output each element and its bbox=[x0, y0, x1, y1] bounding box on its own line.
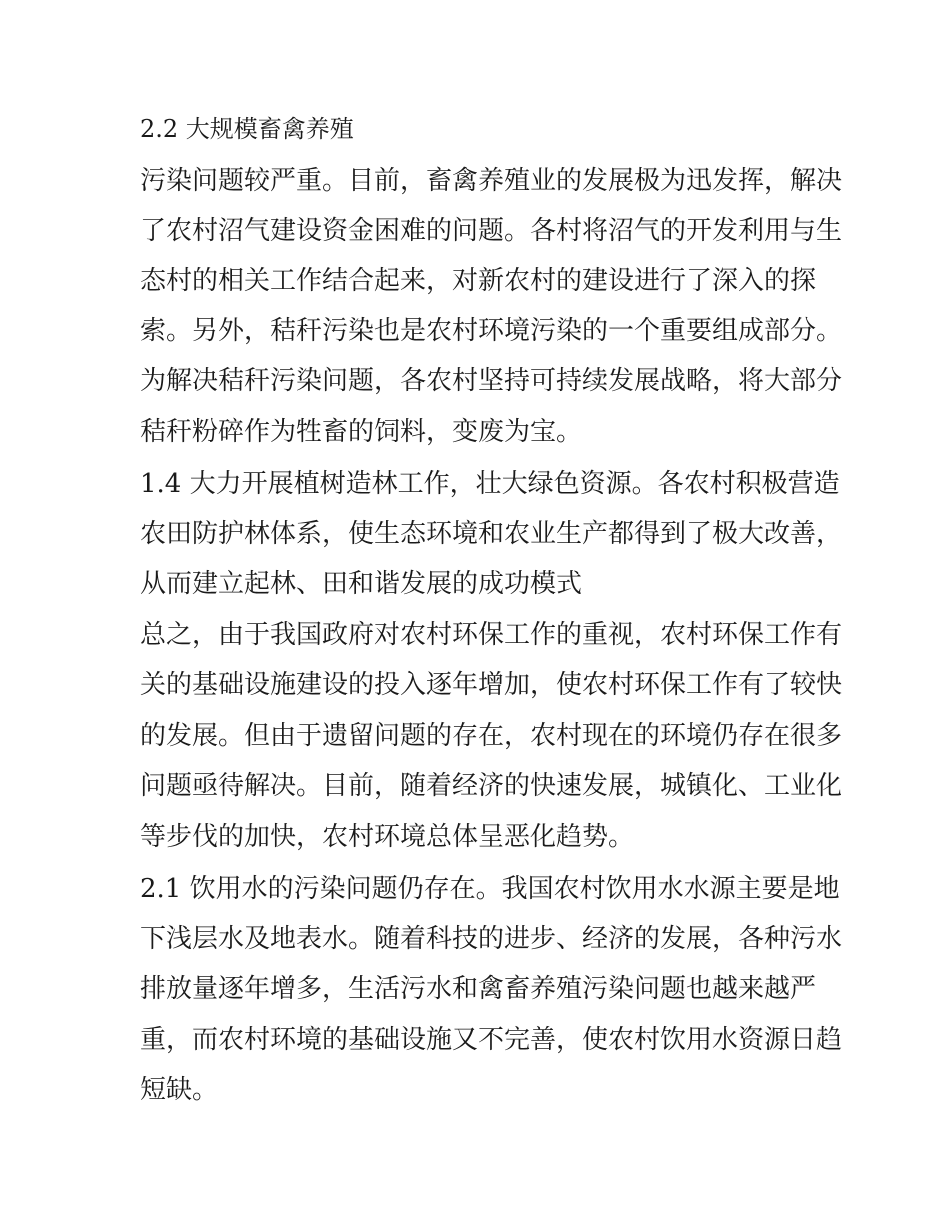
text-line: 农田防护林体系，使生态环境和农业生产都得到了极大改善， bbox=[140, 519, 843, 549]
text-line: 问题亟待解决。目前，随着经济的快速发展，城镇化、工业化 bbox=[140, 771, 843, 801]
text-line: 等步伐的加快，农村环境总体呈恶化趋势。 bbox=[140, 822, 635, 852]
text-line: 从而建立起林、田和谐发展的成功模式 bbox=[140, 569, 583, 599]
text-line: 污染问题较严重。目前，畜禽养殖业的发展极为迅发挥，解决 bbox=[140, 166, 843, 196]
text-line: 索。另外，秸秆污染也是农村环境污染的一个重要组成部分。 bbox=[140, 316, 843, 346]
text-line: 态村的相关工作结合起来，对新农村的建设进行了深入的探 bbox=[140, 266, 817, 296]
section-heading-2-1: 2.1 饮用水的污染问题仍存在。我国农村饮用水水源主要是地 bbox=[140, 874, 840, 904]
text-line: 短缺。 bbox=[140, 1075, 219, 1105]
text-line: 下浅层水及地表水。随着科技的进步、经济的发展，各种污水 bbox=[140, 924, 843, 954]
text-line: 总之，由于我国政府对农村环保工作的重视，农村环保工作有 bbox=[140, 620, 843, 650]
text-line: 重，而农村环境的基础设施又不完善，使农村饮用水资源日趋 bbox=[140, 1025, 843, 1055]
text-line: 秸秆粉碎作为牲畜的饲料，变废为宝。 bbox=[140, 417, 583, 447]
section-heading-1-4: 1.4 大力开展植树造林工作，壮大绿色资源。各农村积极营造 bbox=[140, 469, 840, 499]
text-line: 的发展。但由于遗留问题的存在，农村现在的环境仍存在很多 bbox=[140, 721, 843, 751]
text-line: 排放量逐年增多，生活污水和禽畜养殖污染问题也越来越严 bbox=[140, 974, 817, 1004]
text-line: 了农村沼气建设资金困难的问题。各村将沼气的开发利用与生 bbox=[140, 216, 843, 246]
text-line: 为解决秸秆污染问题，各农村坚持可持续发展战略，将大部分 bbox=[140, 366, 843, 396]
text-line: 关的基础设施建设的投入逐年增加，使农村环保工作有了较快 bbox=[140, 670, 843, 700]
section-heading-2-2: 2.2 大规模畜禽养殖 bbox=[140, 115, 354, 143]
